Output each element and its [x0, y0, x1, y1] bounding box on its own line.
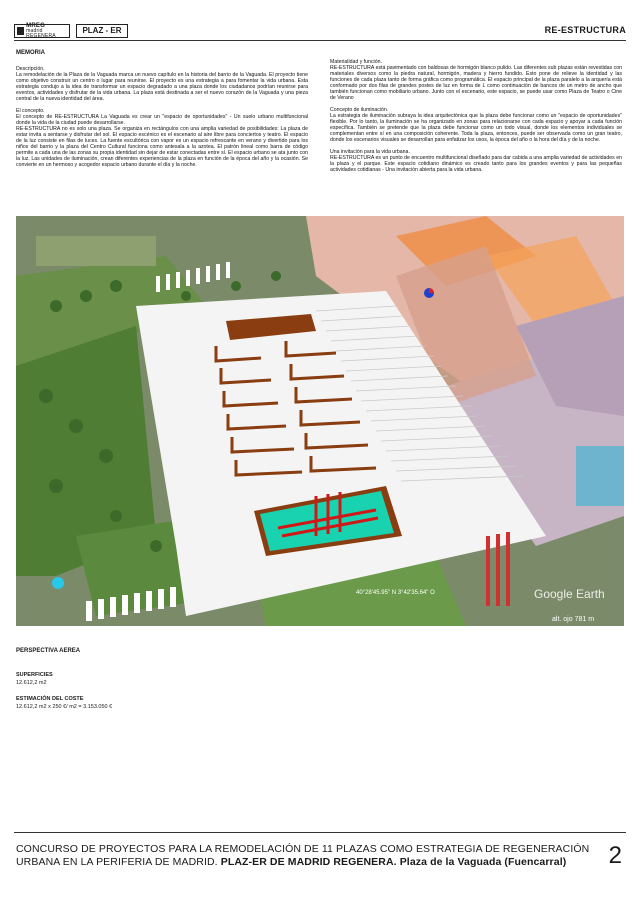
footer-line2-a: URBANA EN LA PERIFERIA DE MADRID. [16, 856, 218, 868]
descripcion-paragraph [16, 66, 308, 102]
footer-divider [14, 832, 626, 833]
altitude-readout: alt. ojo 781 m [552, 616, 595, 623]
page-number: 2 [608, 842, 622, 869]
footer-caption [16, 843, 596, 869]
aerial-perspective-image [16, 216, 624, 626]
superficies-label: SUPERFICIES [16, 672, 53, 678]
materialidad-heading: Materialidad y función. [330, 59, 382, 65]
superficies-value: 12.612,2 m2 [16, 680, 47, 686]
logo-mark-icon [17, 27, 24, 35]
concepto-text-1: El concepto de RE-ESTRUCTURA La Vaguada es crear un "espacio de oportunidades" - Un suelo urbano multifuncional donde la vida de la ciudad puede desarrollarse. [16, 114, 308, 126]
iluminacion-heading: Concepto de iluminación. [330, 107, 389, 113]
footer-line2-b: PLAZ-ER DE MADRID REGENERA [220, 856, 394, 868]
plaz-er-tag: PLAZ - ER [76, 24, 128, 38]
google-earth-watermark: Google Earth [534, 587, 605, 601]
descripcion-text: La remodelación de la Plaza de la Vaguada marca un nuevo capítulo en la historia del barrio de la Vaguada. El proyecto tiene como objetivo construir un centro o lugar para reunirse. El proyecto es una estrategia a para fomentar la vida urbana. Esta estrategia condujo a la idea de transformar un espacio degradado a una plaza donde los ciudadanos podrían reunirse para eventos, actividades y disfrutar de la vida urbana. La plaza está destinada a ser el nuevo corazón de la Vaguada y una pieza central de la nueva identidad del área. [16, 72, 308, 102]
invitacion-text: RE-ESTRUCTURA es un punto de encuentro multifuncional diseñado para dar cabida a una amplia variedad de actividades en la plaza y el parque. Este espacio cotidiano dinámico es creado tanto para los grandes eventos y para las pequeñas actividades cotidianas - Una invitación abierta para la vida urbana. [330, 155, 622, 173]
descripcion-heading: Descripción. [16, 66, 45, 72]
header [14, 24, 626, 40]
perspectiva-title: PERSPECTIVA AEREA [16, 648, 81, 654]
red-crossing-stripes [486, 532, 510, 606]
cyan-circle-element [52, 577, 64, 589]
right-text-column [330, 59, 622, 179]
concepto-heading: El concepto. [16, 108, 45, 114]
glass-roof [576, 446, 624, 506]
coordinates-readout: 40°28'45.95" N 3°42'35.64" O [356, 590, 435, 596]
concepto-paragraph [16, 108, 308, 168]
section-title: RE-ESTRUCTURA [544, 25, 626, 35]
invitacion-paragraph [330, 149, 622, 173]
invitacion-heading: Una invitación para la vida urbana. [330, 149, 410, 155]
coste-label: ESTIMACIÓN DEL COSTE [16, 696, 84, 702]
materialidad-text: RE-ESTRUCTURA está pavimentado con baldosas de hormigón blanco pulido. Las diferentes sub plazas están revestidas con materiales diversos como la piedra natural, hormigón, madera y hierro fundido. Esto pone de relieve la identidad y las funciones de cada plaza tanto de forma gráfica como programática. El espacio principal de la plaza paralelo a la arquería está conformado por dos filas de grandes postes de luz en forma de L como continuación de bancos de un metro de ancho que también funcionan como mobiliario urbano. Junto con el escenario, este espacio, se puede usar como Plaza de Teatro o Cine de Verano [330, 65, 622, 101]
footer-line2-c: . Plaza de la Vaguada (Fuencarral) [393, 856, 567, 868]
park-strip-top [36, 236, 156, 266]
iluminacion-text: La estrategia de iluminación subraya la idea arquitectónica que la plaza debe funcionar como un "espacio de oportunidades" flexible. Por lo tanto, la iluminación se ha organizado en zonas para relacionarse con cada espacio y apoyar a cada función específica. También se pretende que la plaza debe funcionar como un todo visual, donde los elementos individuales se complementan entre sí en una composición coherente. Toda la plaza, entonces, puede ser observada como un gran teatro, donde los escenarios visuales se desarrollan para enfatizar los usos, la época del año o la hora del día y de la noche. [330, 113, 622, 143]
iluminacion-paragraph [330, 107, 622, 143]
aerial-rendering [16, 216, 624, 626]
header-divider [14, 40, 626, 41]
madrid-regenera-logo [14, 24, 70, 38]
coste-value: 12.612,2 m2 x 250 €/ m2 = 3.153.050 € [16, 704, 113, 710]
logo-line2: madrid REGENERA [26, 27, 56, 39]
materialidad-paragraph [330, 59, 622, 101]
logo-line1: MREG [26, 22, 45, 29]
left-text-column [16, 66, 308, 174]
footer-line1: CONCURSO DE PROYECTOS PARA LA REMODELACIÓN DE 11 PLAZAS COMO ESTRATEGIA DE REGENERACIÓN [16, 843, 590, 855]
memoria-title: MEMORIA [16, 50, 45, 56]
concepto-text-2: RE-ESTRUCTURA no es solo una plaza. Se organiza en rectángulos con una amplia variedad de posibilidades: La plaza de estar invita a sentarse y disfrutar del sol. El espacio escénico es el escenario al aire libre para conciertos y teatro. El espacio de la luz consiste en filas de luces. La fuente escultórica con vapor es un espacio refrescante en verano y divertido para los niños del barrio y la plaza del Centro Cultural funciona como antesala a la azotea. El patrón lineal como barra de código permite a cada una de las zonas su propia identidad sin dejar de estar conectadas entre sí. El espacio urbano se ata junto con la luz. Las unidades de iluminación, crean diferentes experiencias de la plaza en función de la época del año y la ocasión. Se convierte en un hermoso y acogedor espacio urbano durante el día y la noche. [16, 126, 308, 168]
